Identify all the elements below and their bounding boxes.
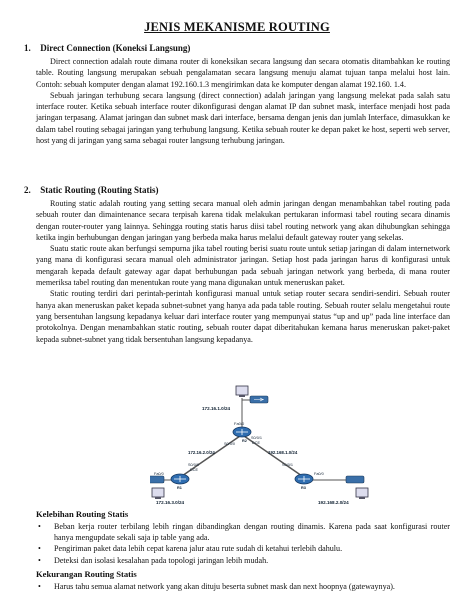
network-label-right-link: 192.168.1.0/24 (268, 450, 298, 455)
dce-label: DCE (190, 468, 199, 472)
pc-icon (356, 488, 368, 499)
router-icon (295, 474, 313, 484)
paragraph: Static routing terdiri dari perintah-perintah konfigurasi manual untuk setiap router secara sendiri-sendiri. Sebuah router hanya akan meneruskan paket kepada subnet-subnet yang hanya ada pada table routing. Sebuah router selalu mengetahui route yang bersentuhan langsung kepadanya keluar dari interface router yang mempunyai status “up and up” pada line interface dan protokolnya. Dengan menambahkan static routing, sebuah router dapat diberitahukan kemana harus meneruskan paket-paket kepada subnet-subnet yang tidak bersentuhan langsung kepadanya. (36, 289, 450, 344)
switch-icon (346, 476, 364, 483)
section-1-number: 1. (24, 43, 31, 53)
section-2-title: Static Routing (Routing Statis) (40, 185, 159, 195)
pc-icon (236, 386, 248, 397)
paragraph: Suatu static route akan berfungsi sempurna jika tabel routing berisi suatu route untuk setiap jaringan di dalam internetwork yang mana di konfigurasi secara manual oleh administrator jaringan. Setiap host pada jaringan harus di konfigurasi untuk mengarah kepada default gateway agar dapat berhubungan pada sebuah jaringan network yang berbeda, di mana router memeriksa tabel routing dan menentukan route yang mana digunakan untuk meneruskan paket. (36, 244, 450, 288)
bullet-icon: • (38, 544, 41, 554)
list-item: • Deteksi dan isolasi kesalahan pada topologi jaringan lebih mudah. (38, 555, 269, 565)
dce-label: DCE (252, 441, 261, 445)
router-name-label: R3 (301, 486, 306, 490)
paragraph: Sebuah jaringan terhubung secara langsung (direct connection) adalah jaringan yang langsung melekat pada salah satu interface router. Ketika sebuah interface router dikonfigurasi dengan alamat IP dan subnet mask, interface menjadi host pada jaringan terpasang. Alamat jaringan dan subnet mask dari interface, bersama dengan jenis dan jumlah Interface, dimasukkan ke dalam tabel routing sebagai jaringan yang terhubung langsung. Ketika sebuah router ke depan paket ke host, seperti web server, host yang di jaringan yang sama sebagai router langsung terhubung jaringan. (36, 90, 450, 146)
network-label-left-link: 172.16.2.0/24 (188, 450, 215, 455)
interface-label: S0/0/0 (224, 442, 235, 446)
list-item: • Pengiriman paket data lebih cepat karena jalur atau rute sudah di ketahui terlebih dahulu. (38, 544, 343, 554)
router-icon (233, 427, 251, 437)
list-item: • Beban kerja router terbilang lebih ringan dibandingkan dengan routing dinamis. Karena pada saat konfigurasi router hanya mengupdate sekali saja ip table yang ada. (38, 522, 450, 543)
bullet-icon: • (38, 555, 41, 565)
pc-icon (152, 488, 164, 499)
network-label-right: 192.168.2.0/24 (318, 500, 349, 505)
kekurangan-list (36, 581, 450, 592)
network-label-left: 172.16.3.0/24 (156, 500, 185, 505)
switch-icon (250, 396, 268, 403)
switch-icon (150, 476, 164, 483)
section-1-title: Direct Connection (Koneksi Langsung) (40, 43, 191, 53)
network-topology-diagram (150, 384, 390, 506)
section-2-heading (24, 185, 159, 195)
interface-label: S0/0/0 (188, 463, 199, 467)
section-2-body (36, 198, 450, 345)
bullet-icon: • (38, 522, 41, 531)
section-1-body (36, 56, 450, 146)
interface-label: S0/0/1 (251, 436, 262, 440)
list-item: • Harus tahu semua alamat network yang akan dituju beserta subnet mask dan next hoopnya (gatewaynya). (38, 582, 395, 591)
kelebihan-heading: Kelebihan Routing Statis (36, 509, 129, 519)
interface-label: Fa0/0 (154, 472, 164, 476)
router-icon (171, 474, 189, 484)
router-name-label: R1 (177, 486, 182, 490)
kekurangan-heading: Kekurangan Routing Statis (36, 569, 137, 579)
section-1-heading (24, 43, 190, 53)
bullet-icon: • (38, 582, 41, 591)
interface-label: Fa0/0 (234, 421, 245, 426)
router-name-label: R2 (242, 439, 247, 443)
page-title: JENIS MEKANISME ROUTING (144, 20, 330, 34)
interface-label: Fa0/0 (314, 472, 324, 476)
paragraph: Routing static adalah routing yang setting secara manual oleh admin jaringan dengan menambahkan tabel routing pada sebuah router dan dimaintenance secara terpisah karena tidak melakukan pertukaran informasi tabel routing secara dinamis dengan router-router yang lainnya. Sehingga routing statis harus diisi tabel routing network yang akan dihubungkan sehingga ketika ingin berhubungan dengan jaringan yang berbeda maka harus melalui default gateway router yang sekelas. (36, 199, 450, 242)
network-label-top: 172.16.1.0/24 (202, 406, 231, 411)
kelebihan-list (36, 521, 450, 566)
interface-label: S0/0/1 (282, 463, 293, 467)
section-2-number: 2. (24, 185, 31, 195)
paragraph: Direct connection adalah route dimana router di koneksikan secara langsung dan secara otomatis ditambahkan ke routing table. Routing langsung merupakan sebuah pengalamatan secara langsung menuju alamat tujuan tanpa melalui host lain. Contoh: sebuah komputer dengan alamat 192.160.1.3 mengirimkan data ke komputer dengan alamat 192.160. 1.4. (36, 57, 450, 89)
